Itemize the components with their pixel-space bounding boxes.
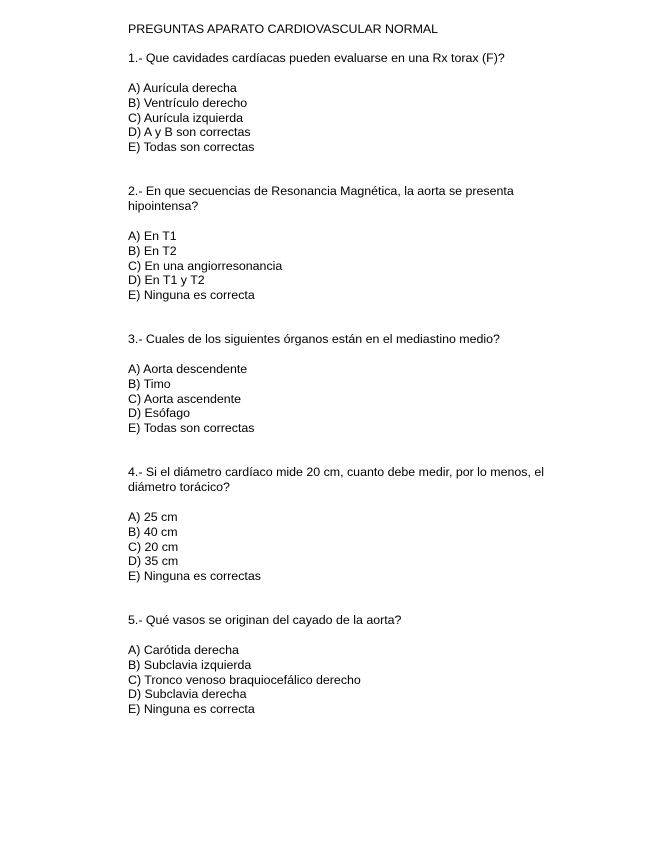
- option-a: A) Aurícula derecha: [128, 81, 237, 95]
- question-text: 2.- En que secuencias de Resonancia Magnética, la aorta se presenta hipointensa?: [128, 184, 514, 213]
- option-c: C) Tronco venoso braquiocefálico derecho: [128, 672, 361, 687]
- option-d: D) En T1 y T2: [128, 273, 205, 288]
- option-a: A) 25 cm: [128, 510, 178, 524]
- option-d: D) 35 cm: [128, 554, 179, 569]
- option-e: E) Todas son correctas: [128, 421, 255, 436]
- option-b: B) En T2: [128, 243, 177, 258]
- option-c: C) Aurícula izquierda: [128, 110, 244, 125]
- option-c: C) En una angiorresonancia: [128, 258, 283, 273]
- option-a: A) Aorta descendente: [128, 362, 248, 376]
- option-d: D) A y B son correctas: [128, 125, 251, 140]
- option-e: E) Ninguna es correcta: [128, 702, 255, 717]
- question-4: [128, 465, 578, 584]
- option-e: E) Ninguna es correctas: [128, 569, 261, 584]
- option-b: B) Ventrículo derecho: [128, 95, 248, 110]
- option-b: B) Subclavia izquierda: [128, 657, 252, 672]
- option-e: E) Ninguna es correcta: [128, 288, 255, 303]
- question-text: 1.- Que cavidades cardíacas pueden evaluarse en una Rx torax (F)?: [128, 51, 505, 65]
- question-5: [128, 613, 578, 717]
- option-a: A) En T1: [128, 229, 177, 243]
- question-2: [128, 184, 578, 303]
- option-e: E) Todas son correctas: [128, 140, 255, 155]
- question-1: [128, 51, 578, 155]
- question-text: 3.- Cuales de los siguientes órganos están en el mediastino medio?: [128, 332, 500, 346]
- option-d: D) Esófago: [128, 406, 190, 421]
- option-b: B) Timo: [128, 376, 171, 391]
- option-b: B) 40 cm: [128, 524, 178, 539]
- question-text: 4.- Si el diámetro cardíaco mide 20 cm, cuanto debe medir, por lo menos, el diámetro torácico?: [128, 465, 544, 494]
- option-c: C) Aorta ascendente: [128, 391, 241, 406]
- document-title: PREGUNTAS APARATO CARDIOVASCULAR NORMAL: [128, 22, 439, 36]
- question-text: 5.- Qué vasos se originan del cayado de la aorta?: [128, 613, 402, 627]
- option-a: A) Carótida derecha: [128, 643, 239, 657]
- option-d: D) Subclavia derecha: [128, 687, 247, 702]
- option-c: C) 20 cm: [128, 539, 179, 554]
- question-3: [128, 332, 578, 436]
